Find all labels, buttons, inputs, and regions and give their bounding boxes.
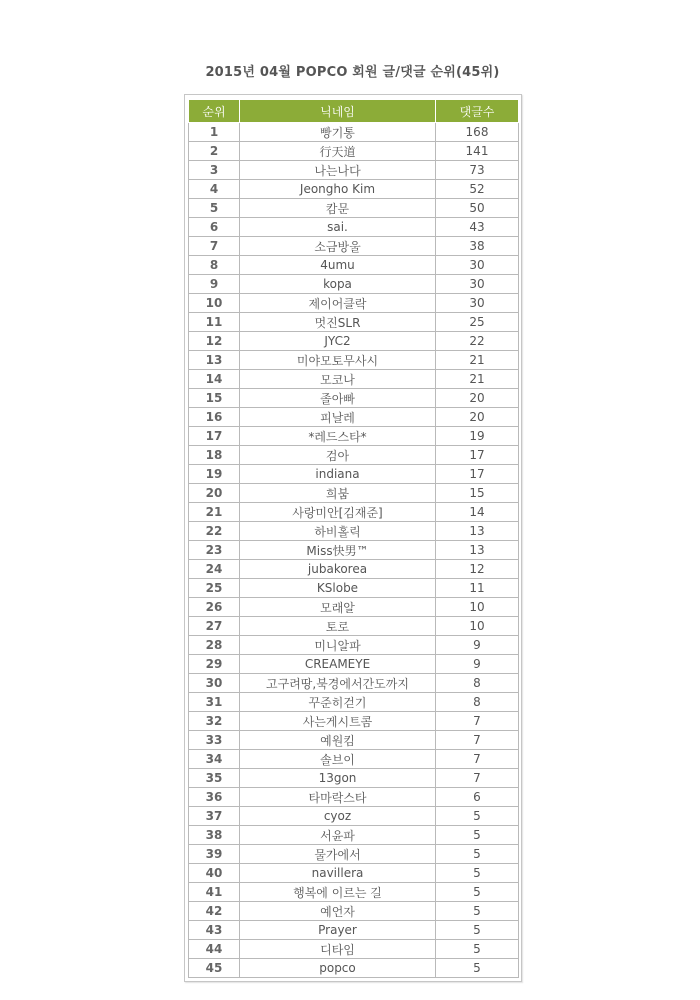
count-cell: 5 <box>436 864 519 883</box>
count-cell: 168 <box>436 123 519 142</box>
nickname-cell: 사랑미안[김재준] <box>240 503 436 522</box>
nickname-cell: kopa <box>240 275 436 294</box>
count-cell: 17 <box>436 446 519 465</box>
table-row <box>189 427 519 446</box>
count-cell: 10 <box>436 598 519 617</box>
rank-cell: 10 <box>189 294 240 313</box>
nickname-cell: 미니알파 <box>240 636 436 655</box>
table-row <box>189 522 519 541</box>
table-row <box>189 940 519 959</box>
table-row <box>189 636 519 655</box>
count-cell: 73 <box>436 161 519 180</box>
rank-cell: 27 <box>189 617 240 636</box>
nickname-cell: 행복에 이르는 길 <box>240 883 436 902</box>
table-row <box>189 541 519 560</box>
table-row <box>189 294 519 313</box>
rank-cell: 18 <box>189 446 240 465</box>
nickname-cell: cyoz <box>240 807 436 826</box>
rank-cell: 23 <box>189 541 240 560</box>
table-row <box>189 579 519 598</box>
nickname-cell: JYC2 <box>240 332 436 351</box>
table-row <box>189 408 519 427</box>
nickname-cell: Jeongho Kim <box>240 180 436 199</box>
rank-cell: 16 <box>189 408 240 427</box>
nickname-cell: 솔브이 <box>240 750 436 769</box>
count-cell: 30 <box>436 294 519 313</box>
count-cell: 30 <box>436 275 519 294</box>
count-cell: 21 <box>436 351 519 370</box>
table-row <box>189 389 519 408</box>
table-row <box>189 332 519 351</box>
nickname-cell: 졸아빠 <box>240 389 436 408</box>
nickname-cell: 제이어클락 <box>240 294 436 313</box>
nickname-cell: 13gon <box>240 769 436 788</box>
nickname-cell: sai. <box>240 218 436 237</box>
table-row <box>189 123 519 142</box>
rank-cell: 24 <box>189 560 240 579</box>
rank-cell: 26 <box>189 598 240 617</box>
nickname-cell: 피날레 <box>240 408 436 427</box>
count-cell: 11 <box>436 579 519 598</box>
nickname-cell: 사는게시트콤 <box>240 712 436 731</box>
count-cell: 21 <box>436 370 519 389</box>
count-cell: 5 <box>436 807 519 826</box>
table-row <box>189 788 519 807</box>
count-cell: 141 <box>436 142 519 161</box>
nickname-cell: 디타임 <box>240 940 436 959</box>
table-row <box>189 826 519 845</box>
table-row <box>189 313 519 332</box>
nickname-cell: 멋진SLR <box>240 313 436 332</box>
nickname-cell: *레드스타* <box>240 427 436 446</box>
rank-cell: 35 <box>189 769 240 788</box>
table-row <box>189 142 519 161</box>
rank-cell: 3 <box>189 161 240 180</box>
nickname-cell: 꾸준히걷기 <box>240 693 436 712</box>
table-row <box>189 237 519 256</box>
nickname-cell: 소금방울 <box>240 237 436 256</box>
table-row <box>189 674 519 693</box>
nickname-column-header: 닉네임 <box>240 100 436 123</box>
nickname-cell: navillera <box>240 864 436 883</box>
nickname-cell: 모코나 <box>240 370 436 389</box>
table-row <box>189 370 519 389</box>
count-cell: 13 <box>436 522 519 541</box>
rank-cell: 39 <box>189 845 240 864</box>
table-row <box>189 655 519 674</box>
table-row <box>189 883 519 902</box>
count-cell: 52 <box>436 180 519 199</box>
rank-column-header: 순위 <box>189 100 240 123</box>
rank-cell: 12 <box>189 332 240 351</box>
rank-cell: 29 <box>189 655 240 674</box>
count-cell: 15 <box>436 484 519 503</box>
rank-cell: 43 <box>189 921 240 940</box>
nickname-cell: 타마락스타 <box>240 788 436 807</box>
count-cell: 5 <box>436 959 519 978</box>
table-row <box>189 256 519 275</box>
rank-cell: 42 <box>189 902 240 921</box>
table-row <box>189 180 519 199</box>
table-row <box>189 484 519 503</box>
count-cell: 14 <box>436 503 519 522</box>
count-cell: 5 <box>436 826 519 845</box>
nickname-cell: 예원킴 <box>240 731 436 750</box>
count-cell: 38 <box>436 237 519 256</box>
nickname-cell: indiana <box>240 465 436 484</box>
table-row <box>189 864 519 883</box>
nickname-cell: 하비홀릭 <box>240 522 436 541</box>
count-cell: 19 <box>436 427 519 446</box>
nickname-cell: 토로 <box>240 617 436 636</box>
table-row <box>189 769 519 788</box>
rank-cell: 22 <box>189 522 240 541</box>
count-cell: 20 <box>436 389 519 408</box>
count-cell: 8 <box>436 693 519 712</box>
rank-cell: 9 <box>189 275 240 294</box>
count-cell: 22 <box>436 332 519 351</box>
ranking-table <box>188 99 519 978</box>
rank-cell: 21 <box>189 503 240 522</box>
ranking-table-body <box>189 123 519 978</box>
nickname-cell: popco <box>240 959 436 978</box>
nickname-cell: jubakorea <box>240 560 436 579</box>
rank-cell: 32 <box>189 712 240 731</box>
nickname-cell: 4umu <box>240 256 436 275</box>
table-row <box>189 199 519 218</box>
nickname-cell: 예언자 <box>240 902 436 921</box>
nickname-cell: 모래알 <box>240 598 436 617</box>
rank-cell: 11 <box>189 313 240 332</box>
table-row <box>189 560 519 579</box>
count-cell: 7 <box>436 731 519 750</box>
nickname-cell: Prayer <box>240 921 436 940</box>
nickname-cell: 고구려땅,북경에서간도까지 <box>240 674 436 693</box>
nickname-cell: 미야모토무사시 <box>240 351 436 370</box>
rank-cell: 14 <box>189 370 240 389</box>
rank-cell: 30 <box>189 674 240 693</box>
table-row <box>189 921 519 940</box>
count-cell: 5 <box>436 940 519 959</box>
table-row <box>189 731 519 750</box>
count-cell: 8 <box>436 674 519 693</box>
table-row <box>189 161 519 180</box>
count-cell: 43 <box>436 218 519 237</box>
count-cell: 5 <box>436 902 519 921</box>
table-header-row <box>189 100 519 123</box>
rank-cell: 36 <box>189 788 240 807</box>
count-cell: 30 <box>436 256 519 275</box>
table-row <box>189 275 519 294</box>
rank-cell: 34 <box>189 750 240 769</box>
table-row <box>189 712 519 731</box>
rank-cell: 13 <box>189 351 240 370</box>
rank-cell: 28 <box>189 636 240 655</box>
count-cell: 10 <box>436 617 519 636</box>
nickname-cell: CREAMEYE <box>240 655 436 674</box>
rank-cell: 41 <box>189 883 240 902</box>
nickname-cell: 서윤파 <box>240 826 436 845</box>
ranking-table-frame <box>184 94 522 982</box>
rank-cell: 25 <box>189 579 240 598</box>
count-cell: 5 <box>436 845 519 864</box>
rank-cell: 5 <box>189 199 240 218</box>
table-row <box>189 598 519 617</box>
table-row <box>189 902 519 921</box>
table-row <box>189 465 519 484</box>
count-cell: 20 <box>436 408 519 427</box>
rank-cell: 20 <box>189 484 240 503</box>
nickname-cell: 빵기통 <box>240 123 436 142</box>
rank-cell: 38 <box>189 826 240 845</box>
page-title: 2015년 04월 POPCO 회원 글/댓글 순위(45위) <box>205 65 500 80</box>
count-cell: 7 <box>436 712 519 731</box>
rank-cell: 6 <box>189 218 240 237</box>
table-row <box>189 503 519 522</box>
count-column-header: 댓글수 <box>436 100 519 123</box>
rank-cell: 1 <box>189 123 240 142</box>
rank-cell: 17 <box>189 427 240 446</box>
count-cell: 12 <box>436 560 519 579</box>
table-row <box>189 807 519 826</box>
count-cell: 5 <box>436 883 519 902</box>
table-row <box>189 959 519 978</box>
table-row <box>189 446 519 465</box>
rank-cell: 40 <box>189 864 240 883</box>
rank-cell: 8 <box>189 256 240 275</box>
count-cell: 7 <box>436 750 519 769</box>
rank-cell: 19 <box>189 465 240 484</box>
nickname-cell: 검아 <box>240 446 436 465</box>
table-row <box>189 351 519 370</box>
rank-cell: 2 <box>189 142 240 161</box>
table-row <box>189 845 519 864</box>
rank-cell: 7 <box>189 237 240 256</box>
rank-cell: 33 <box>189 731 240 750</box>
rank-cell: 44 <box>189 940 240 959</box>
count-cell: 25 <box>436 313 519 332</box>
nickname-cell: KSlobe <box>240 579 436 598</box>
count-cell: 5 <box>436 921 519 940</box>
rank-cell: 31 <box>189 693 240 712</box>
count-cell: 13 <box>436 541 519 560</box>
nickname-cell: 行天道 <box>240 142 436 161</box>
table-row <box>189 218 519 237</box>
rank-cell: 37 <box>189 807 240 826</box>
table-row <box>189 693 519 712</box>
nickname-cell: 물가에서 <box>240 845 436 864</box>
count-cell: 9 <box>436 636 519 655</box>
table-row <box>189 617 519 636</box>
count-cell: 9 <box>436 655 519 674</box>
table-row <box>189 750 519 769</box>
nickname-cell: 나는나다 <box>240 161 436 180</box>
rank-cell: 45 <box>189 959 240 978</box>
nickname-cell: 희붐 <box>240 484 436 503</box>
rank-cell: 15 <box>189 389 240 408</box>
nickname-cell: Miss快男™ <box>240 541 436 560</box>
count-cell: 17 <box>436 465 519 484</box>
rank-cell: 4 <box>189 180 240 199</box>
nickname-cell: 캄문 <box>240 199 436 218</box>
count-cell: 6 <box>436 788 519 807</box>
count-cell: 50 <box>436 199 519 218</box>
count-cell: 7 <box>436 769 519 788</box>
